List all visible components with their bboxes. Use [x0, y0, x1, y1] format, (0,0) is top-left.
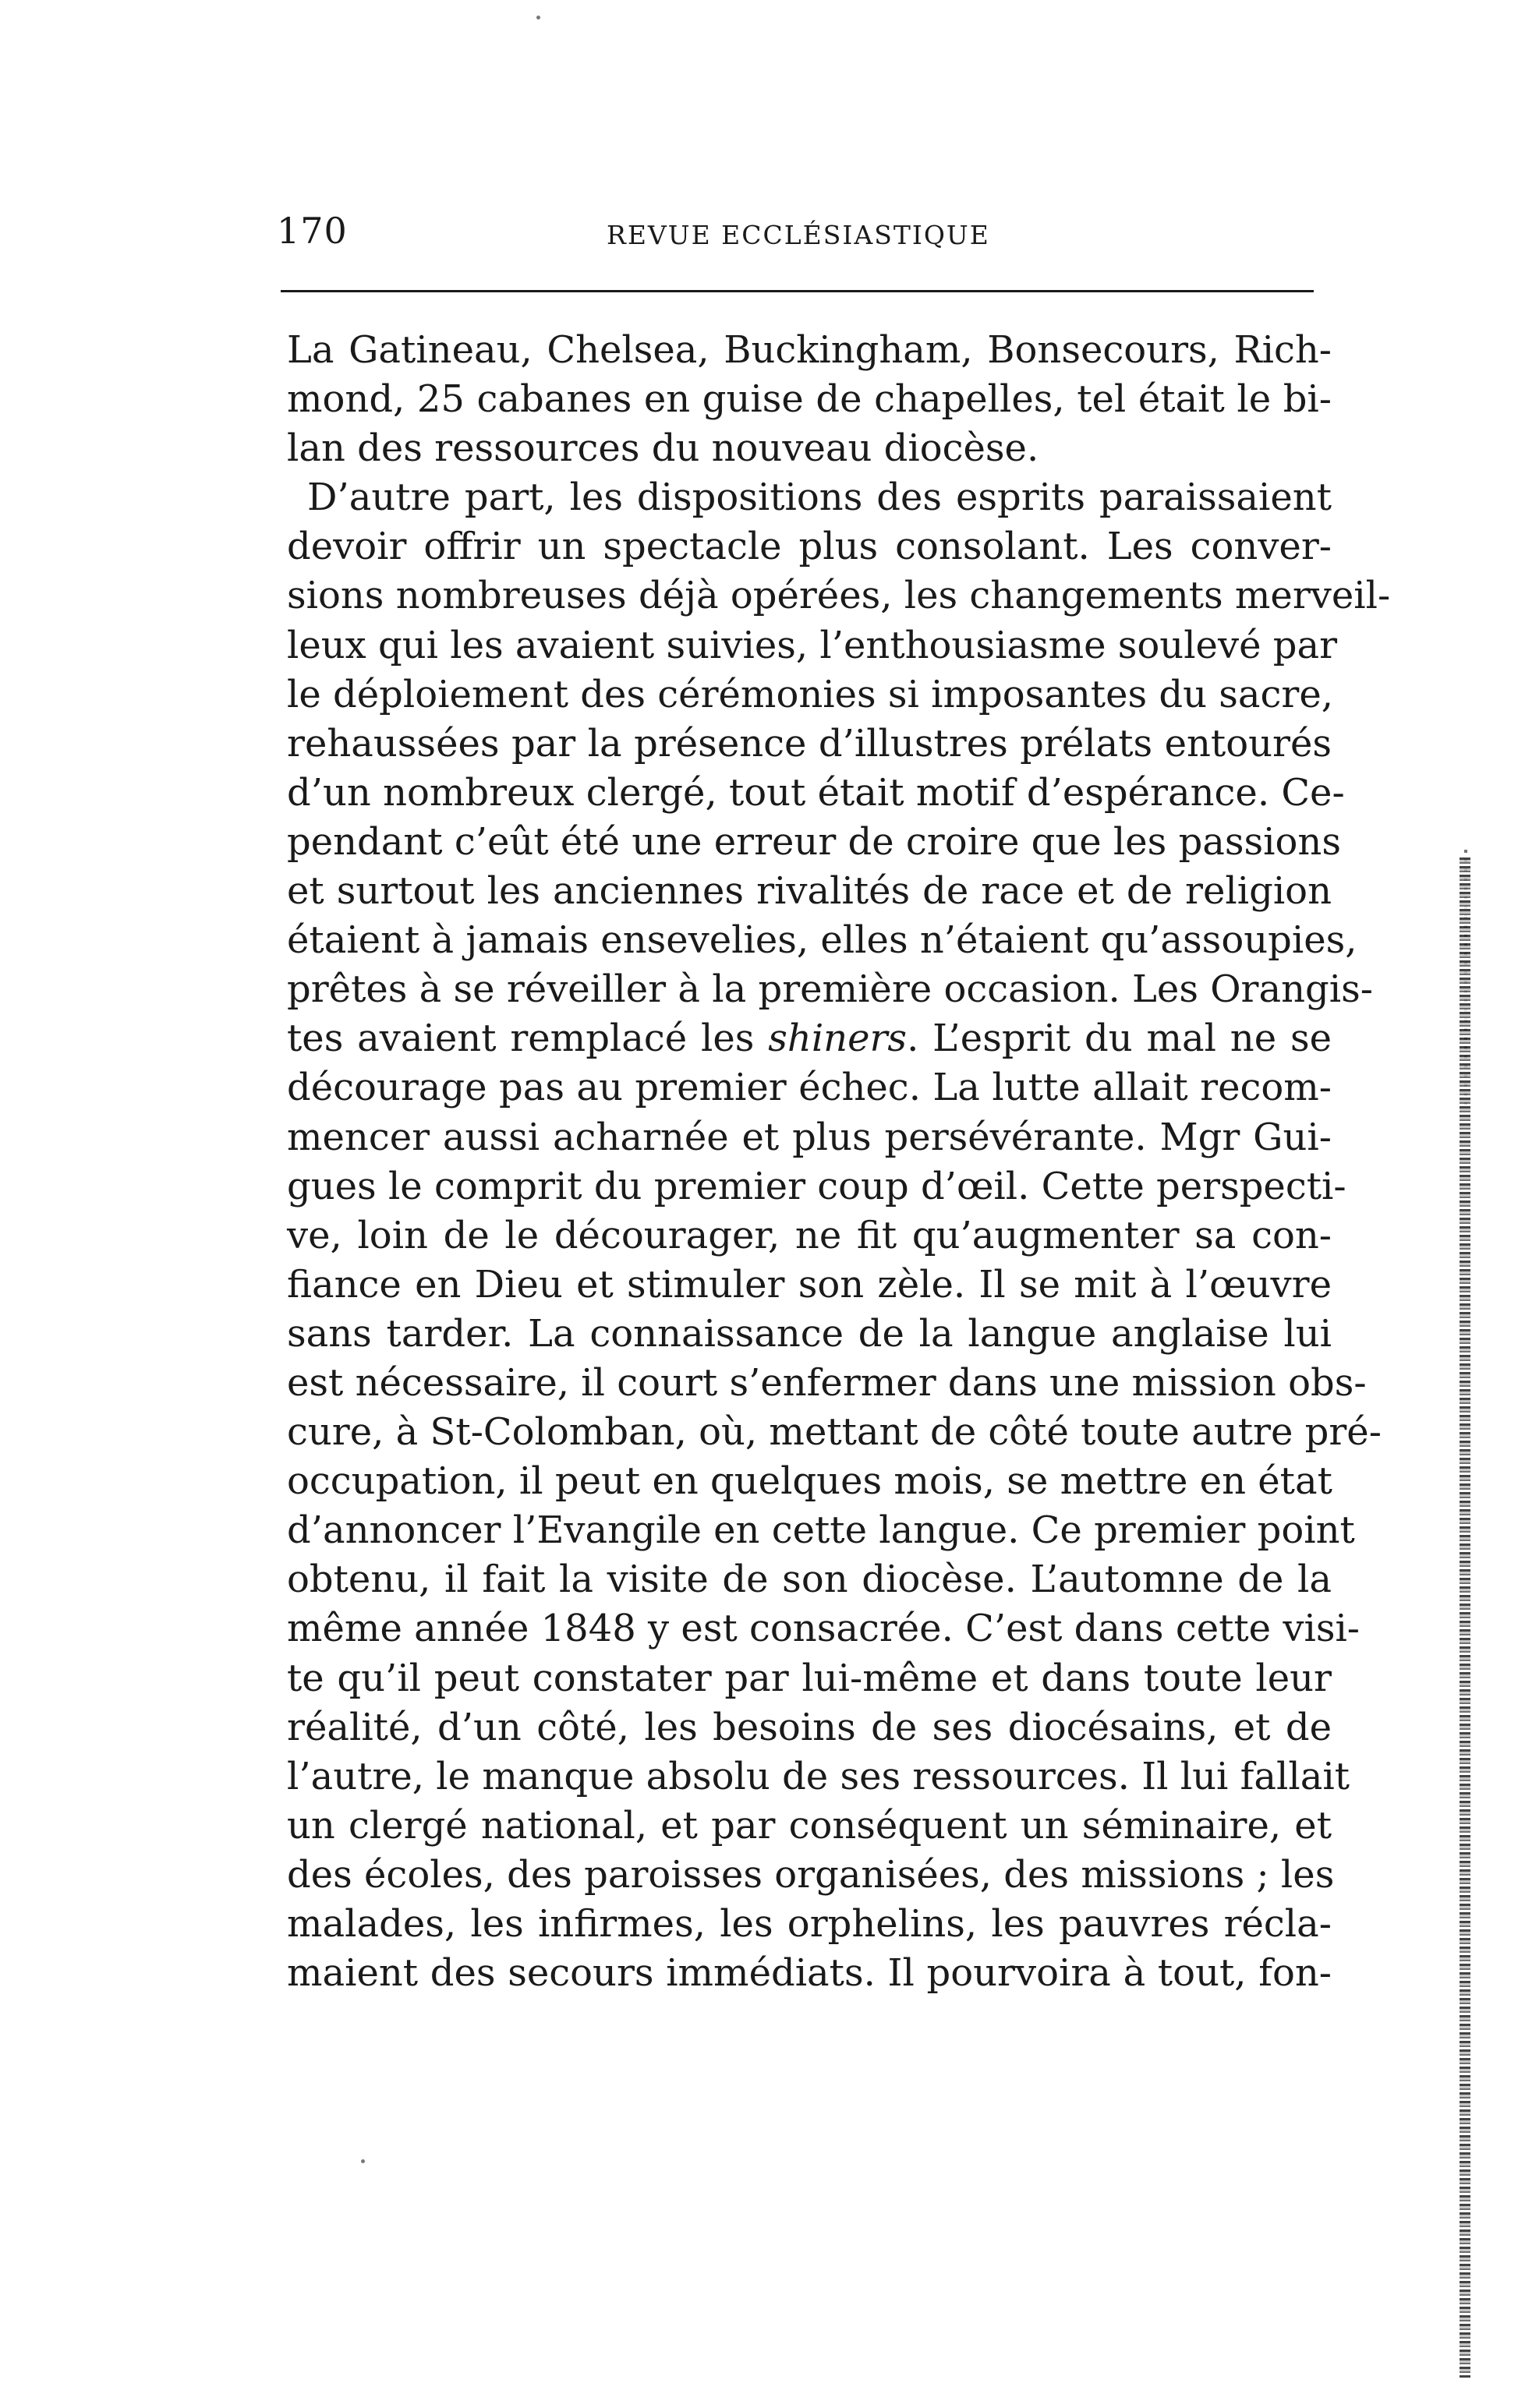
text-line-31: un clergé national, et par conséquent un séminaire, et: [287, 1803, 1332, 1848]
text-line-24: occupation, il peut en quelques mois, se mettre en état: [287, 1459, 1332, 1504]
text-line-14: prêtes à se réveiller à la première occasion. Les Orangis-: [287, 967, 1373, 1012]
page-number: 170: [277, 210, 348, 252]
running-head: REVUE ECCLÉSIASTIQUE: [607, 220, 990, 250]
text-line-18: gues le comprit du premier coup d’œil. Cette perspecti-: [287, 1164, 1346, 1208]
text-line-23: cure, à St-Colomban, où, mettant de côté toute autre pré-: [287, 1410, 1382, 1455]
text-line-15-end: . L’esprit du mal ne se: [907, 1017, 1332, 1061]
text-line-2: mond, 25 cabanes en guise de chapelles, tel était le bi-: [287, 377, 1332, 422]
header-rule: [281, 290, 1314, 292]
text-line-8: le déploiement des cérémonies si imposantes du sacre,: [287, 672, 1334, 716]
text-line-6: sions nombreuses déjà opérées, les changements merveil-: [287, 574, 1391, 618]
text-line-15: [287, 1014, 1332, 1063]
text-line-33: malades, les infirmes, les orphelins, les pauvres récla-: [287, 1902, 1332, 1946]
text-line-27: même année 1848 y est consacrée. C’est dans cette visi-: [287, 1607, 1361, 1651]
text-line-21: sans tarder. La connaissance de la langue anglaise lui: [287, 1311, 1332, 1356]
text-line-26: obtenu, il fait la visite de son diocèse. L’automne de la: [287, 1558, 1332, 1602]
text-line-7: leux qui les avaient suivies, l’enthousiasme soulevé par: [287, 623, 1338, 667]
scan-speck: [361, 2159, 365, 2163]
text-line-10: d’un nombreux clergé, tout était motif d’espérance. Ce-: [287, 770, 1345, 815]
text-line-15-start: tes avaient remplacé les: [287, 1017, 755, 1061]
scan-binding-edge: [1460, 857, 1470, 2378]
text-line-30: l’autre, le manque absolu de ses ressources. Il lui fallait: [287, 1754, 1350, 1798]
text-line-25: d’annoncer l’Evangile en cette langue. Ce premier point: [287, 1508, 1355, 1553]
text-line-5: devoir offrir un spectacle plus consolant. Les conver-: [287, 525, 1332, 569]
text-line-16: décourage pas au premier échec. La lutte allait recom-: [287, 1066, 1332, 1110]
scan-speck: [536, 16, 540, 19]
italic-term: shiners: [768, 1017, 908, 1061]
text-line-1: La Gatineau, Chelsea, Buckingham, Bonsecours, Rich-: [287, 328, 1332, 372]
text-line-11: pendant c’eût été une erreur de croire que les passions: [287, 819, 1341, 864]
text-line-13: étaient à jamais ensevelies, elles n’étaient qu’assoupies,: [287, 918, 1357, 963]
text-line-17: mencer aussi acharnée et plus persévérante. Mgr Gui-: [287, 1115, 1332, 1159]
text-line-28: te qu’il peut constater par lui-même et dans toute leur: [287, 1656, 1332, 1700]
text-line-32: des écoles, des paroisses organisées, des missions ; les: [287, 1852, 1335, 1897]
text-line-9: rehaussées par la présence d’illustres prélats entourés: [287, 721, 1332, 766]
text-line-22: est nécessaire, il court s’enfermer dans une mission obs-: [287, 1360, 1367, 1405]
text-line-20: fiance en Dieu et stimuler son zèle. Il se mit à l’œuvre: [287, 1262, 1332, 1307]
text-line-12: et surtout les anciennes rivalités de race et de religion: [287, 869, 1332, 914]
body-text: [287, 326, 1391, 1998]
text-line-34: maient des secours immédiats. Il pourvoira à tout, fon-: [287, 1951, 1332, 1996]
text-line-29: réalité, d’un côté, les besoins de ses diocésains, et de: [287, 1705, 1332, 1749]
text-line-3: lan des ressources du nouveau diocèse.: [287, 426, 1039, 471]
text-line-19: ve, loin de le décourager, ne fit qu’augmenter sa con-: [287, 1213, 1332, 1257]
text-line-4: D’autre part, les dispositions des esprits paraissaient: [307, 476, 1332, 520]
